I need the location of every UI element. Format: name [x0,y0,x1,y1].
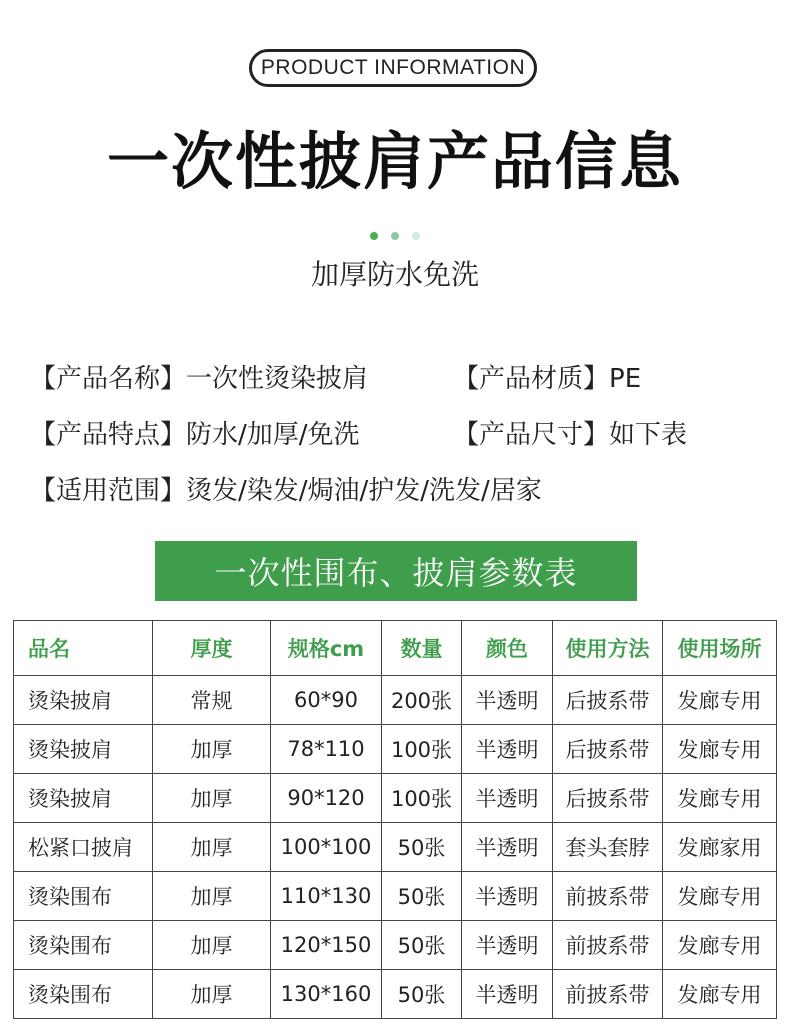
cell-thickness: 加厚 [153,823,271,872]
cell-quantity: 50张 [382,970,462,1019]
cell-place: 发廊专用 [663,921,777,970]
cell-name: 松紧口披肩 [14,823,153,872]
cell-size: 100*100 [271,823,382,872]
table-row [14,774,777,823]
info-material [453,361,641,397]
cell-quantity: 100张 [382,725,462,774]
table-row [14,872,777,921]
header-cell: 规格cm [271,621,382,676]
cell-usage: 前披系带 [553,970,663,1019]
table-row [14,823,777,872]
header-cell: 品名 [14,621,153,676]
cell-size: 78*110 [271,725,382,774]
cell-quantity: 50张 [382,872,462,921]
info-scope-value: 烫发/染发/焗油/护发/洗发/居家 [186,476,542,506]
cell-thickness: 加厚 [153,774,271,823]
cell-quantity: 50张 [382,921,462,970]
pill-label: PRODUCT INFORMATION [260,56,526,79]
info-material-label: 【产品材质】 [453,364,610,394]
cell-color: 半透明 [462,921,553,970]
cell-color: 半透明 [462,676,553,725]
cell-size: 130*160 [271,970,382,1019]
dot-1 [370,232,378,240]
info-size-label: 【产品尺寸】 [453,420,610,450]
table-header-row [14,621,777,676]
header-cell: 颜色 [462,621,553,676]
cell-thickness: 加厚 [153,921,271,970]
cell-place: 发廊专用 [663,774,777,823]
table-row [14,725,777,774]
cell-name: 烫染围布 [14,921,153,970]
header-cell: 使用场所 [663,621,777,676]
parameter-table-banner [155,541,637,601]
cell-usage: 后披系带 [553,676,663,725]
subtitle: 加厚防水免洗 [310,258,479,291]
info-feature-label: 【产品特点】 [30,420,187,450]
parameter-table [13,620,777,1019]
cell-color: 半透明 [462,774,553,823]
info-scope [30,473,542,509]
info-feature-value: 防水/加厚/免洗 [186,420,360,450]
cell-usage: 套头套脖 [553,823,663,872]
info-size-value: 如下表 [609,420,688,450]
cell-name: 烫染披肩 [14,725,153,774]
info-size [453,417,687,453]
cell-quantity: 100张 [382,774,462,823]
info-material-value: PE [609,364,642,394]
dot-3 [412,232,420,240]
info-name-label: 【产品名称】 [30,364,187,394]
cell-color: 半透明 [462,725,553,774]
cell-size: 60*90 [271,676,382,725]
cell-quantity: 200张 [382,676,462,725]
header-cell: 厚度 [153,621,271,676]
info-name-value: 一次性烫染披肩 [186,364,369,394]
cell-name: 烫染披肩 [14,676,153,725]
info-name [30,361,368,397]
cell-size: 110*130 [271,872,382,921]
decorative-dots [370,232,420,240]
cell-place: 发廊家用 [663,823,777,872]
cell-usage: 后披系带 [553,774,663,823]
cell-place: 发廊专用 [663,725,777,774]
page-title: 一次性披肩产品信息 [106,125,683,198]
table-row [14,970,777,1019]
cell-thickness: 加厚 [153,725,271,774]
cell-thickness: 加厚 [153,872,271,921]
info-feature [30,417,360,453]
cell-color: 半透明 [462,970,553,1019]
cell-place: 发廊专用 [663,970,777,1019]
cell-size: 120*150 [271,921,382,970]
cell-usage: 前披系带 [553,872,663,921]
dot-2 [391,232,399,240]
cell-name: 烫染围布 [14,872,153,921]
info-scope-label: 【适用范围】 [30,476,187,506]
cell-place: 发廊专用 [663,676,777,725]
header-cell: 使用方法 [553,621,663,676]
banner-title: 一次性围布、披肩参数表 [214,554,578,592]
cell-thickness: 加厚 [153,970,271,1019]
product-information-pill [249,49,537,87]
cell-size: 90*120 [271,774,382,823]
cell-thickness: 常规 [153,676,271,725]
header-cell: 数量 [382,621,462,676]
cell-place: 发廊专用 [663,872,777,921]
cell-usage: 前披系带 [553,921,663,970]
table-row [14,921,777,970]
cell-name: 烫染披肩 [14,774,153,823]
cell-color: 半透明 [462,872,553,921]
cell-name: 烫染围布 [14,970,153,1019]
cell-usage: 后披系带 [553,725,663,774]
cell-quantity: 50张 [382,823,462,872]
cell-color: 半透明 [462,823,553,872]
table-row [14,676,777,725]
